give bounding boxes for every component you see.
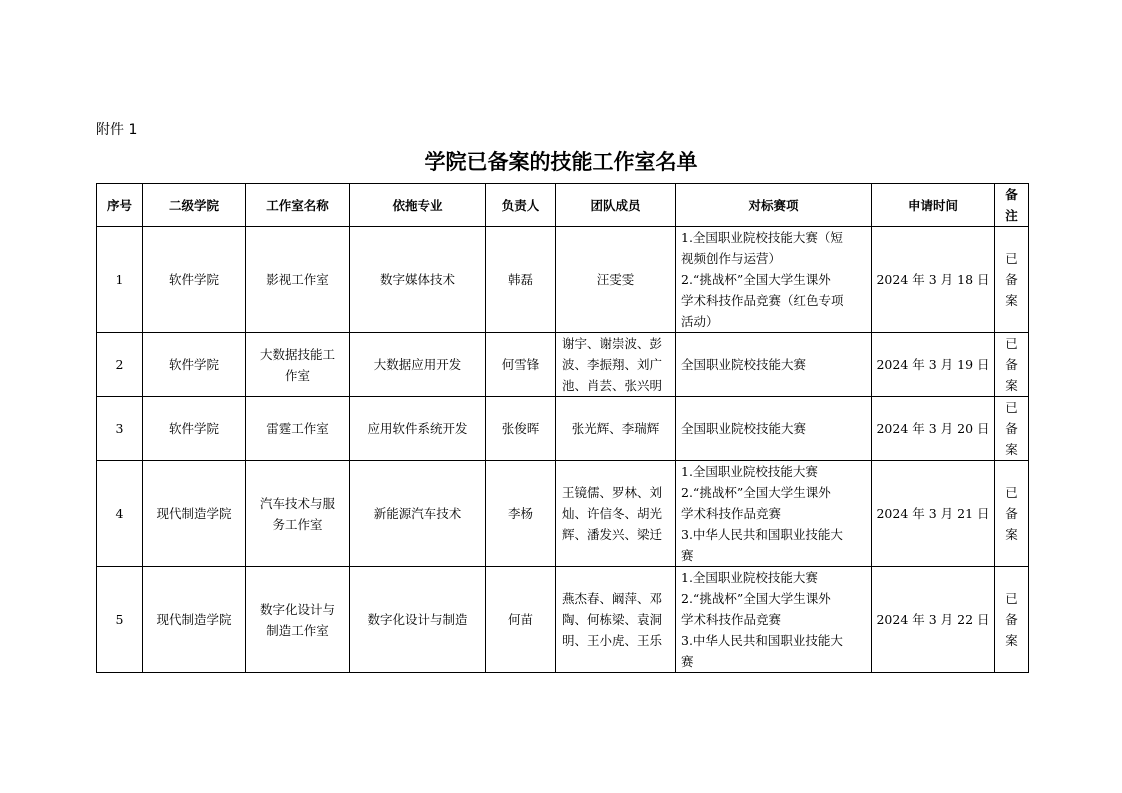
cell-members xyxy=(556,227,676,333)
note-char: 案 xyxy=(1005,378,1018,393)
cell-members xyxy=(556,567,676,673)
note-char: 备 xyxy=(1005,506,1018,521)
header-leader: 负责人 xyxy=(486,184,556,227)
document-title: 学院已备案的技能工作室名单 xyxy=(424,150,698,174)
competition-line: 2.“挑战杯”全国大学生课外 xyxy=(681,272,831,287)
studio-line: 制造工作室 xyxy=(266,622,329,638)
cell-members xyxy=(556,461,676,567)
cell-leader: 何雪锋 xyxy=(486,333,556,397)
cell-date: 2024 年 3 月 21 日 xyxy=(872,461,995,567)
cell-members xyxy=(556,333,676,397)
competition-line: 学术科技作品竞赛 xyxy=(681,612,782,627)
note-char: 已 xyxy=(1005,591,1018,606)
table-header-row xyxy=(97,184,1029,227)
competition-line: 学术科技作品竞赛 xyxy=(681,506,782,521)
members-line: 汪雯雯 xyxy=(596,272,635,287)
cell-note xyxy=(995,227,1029,333)
competition-line: 1.全国职业院校技能大赛 xyxy=(681,464,818,479)
cell-major: 数字媒体技术 xyxy=(350,227,486,333)
header-major: 依拖专业 xyxy=(350,184,486,227)
note-char: 已 xyxy=(1005,400,1018,415)
note-char: 案 xyxy=(1005,442,1018,457)
note-char: 备 xyxy=(1005,272,1018,287)
header-competition: 对标赛项 xyxy=(676,184,872,227)
studio-line: 数字化设计与 xyxy=(259,601,335,617)
cell-studio xyxy=(246,567,350,673)
cell-competition xyxy=(676,333,872,397)
cell-index: 2 xyxy=(97,333,143,397)
note-char: 已 xyxy=(1005,251,1018,266)
cell-major: 大数据应用开发 xyxy=(350,333,486,397)
table-row xyxy=(97,567,1029,673)
cell-date: 2024 年 3 月 22 日 xyxy=(872,567,995,673)
studio-roster-table xyxy=(96,183,1029,673)
cell-major: 新能源汽车技术 xyxy=(350,461,486,567)
note-char: 案 xyxy=(1005,527,1018,542)
cell-college: 现代制造学院 xyxy=(143,461,246,567)
members-line: 波、李振翔、刘广 xyxy=(562,357,663,372)
members-line: 谢宇、谢崇波、彭 xyxy=(562,336,663,351)
cell-major: 数字化设计与制造 xyxy=(350,567,486,673)
cell-competition xyxy=(676,227,872,333)
note-char: 备 xyxy=(1005,421,1018,436)
cell-index: 5 xyxy=(97,567,143,673)
studio-line: 雷霆工作室 xyxy=(266,421,329,436)
competition-line: 视频创作与运营） xyxy=(681,251,782,266)
header-note-char: 注 xyxy=(1005,208,1018,223)
competition-line: 1.全国职业院校技能大赛（短 xyxy=(681,230,843,245)
table-row xyxy=(97,227,1029,333)
members-line: 明、王小虎、王乐 xyxy=(562,633,663,648)
cell-college: 软件学院 xyxy=(143,227,246,333)
cell-competition xyxy=(676,397,872,461)
competition-line: 全国职业院校技能大赛 xyxy=(681,421,807,436)
note-char: 已 xyxy=(1005,336,1018,351)
cell-leader: 张俊晖 xyxy=(486,397,556,461)
note-char: 备 xyxy=(1005,612,1018,627)
studio-line: 大数据技能工 xyxy=(259,346,335,362)
members-line: 燕杰春、阚萍、邓 xyxy=(562,591,663,606)
table-row xyxy=(97,397,1029,461)
cell-date: 2024 年 3 月 18 日 xyxy=(872,227,995,333)
cell-note xyxy=(995,567,1029,673)
header-note xyxy=(995,184,1029,227)
cell-studio xyxy=(246,227,350,333)
cell-note xyxy=(995,333,1029,397)
cell-studio xyxy=(246,397,350,461)
cell-college: 软件学院 xyxy=(143,397,246,461)
cell-note xyxy=(995,461,1029,567)
cell-competition xyxy=(676,461,872,567)
cell-competition xyxy=(676,567,872,673)
note-char: 已 xyxy=(1005,485,1018,500)
header-note-char: 备 xyxy=(1005,187,1018,202)
members-line: 池、肖芸、张兴明 xyxy=(562,378,663,393)
cell-index: 3 xyxy=(97,397,143,461)
cell-members xyxy=(556,397,676,461)
cell-leader: 韩磊 xyxy=(486,227,556,333)
header-college: 二级学院 xyxy=(143,184,246,227)
cell-studio xyxy=(246,333,350,397)
members-line: 张光辉、李瑞辉 xyxy=(571,421,660,436)
note-char: 案 xyxy=(1005,633,1018,648)
cell-leader: 何苗 xyxy=(486,567,556,673)
table-row xyxy=(97,333,1029,397)
studio-line: 汽车技术与服 xyxy=(259,495,335,511)
cell-index: 1 xyxy=(97,227,143,333)
cell-college: 软件学院 xyxy=(143,333,246,397)
cell-date: 2024 年 3 月 20 日 xyxy=(872,397,995,461)
competition-line: 2.“挑战杯”全国大学生课外 xyxy=(681,485,831,500)
competition-line: 3.中华人民共和国职业技能大 xyxy=(681,633,843,648)
table-row xyxy=(97,461,1029,567)
members-line: 灿、许信冬、胡光 xyxy=(562,506,663,521)
studio-line: 影视工作室 xyxy=(266,272,329,287)
studio-line: 务工作室 xyxy=(272,516,323,532)
header-members: 团队成员 xyxy=(556,184,676,227)
members-line: 辉、潘发兴、梁迁 xyxy=(562,527,663,542)
cell-studio xyxy=(246,461,350,567)
competition-line: 学术科技作品竞赛（红色专项 xyxy=(681,293,844,308)
header-index: 序号 xyxy=(97,184,143,227)
competition-line: 全国职业院校技能大赛 xyxy=(681,357,807,372)
members-line: 陶、何栋梁、袁洞 xyxy=(562,612,663,627)
cell-leader: 李杨 xyxy=(486,461,556,567)
competition-line: 2.“挑战杯”全国大学生课外 xyxy=(681,591,831,606)
cell-note xyxy=(995,397,1029,461)
competition-line: 赛 xyxy=(681,548,694,563)
members-line: 王镜儒、罗林、刘 xyxy=(562,485,663,500)
competition-line: 3.中华人民共和国职业技能大 xyxy=(681,527,843,542)
competition-line: 赛 xyxy=(681,654,694,669)
competition-line: 活动） xyxy=(681,314,719,329)
cell-major: 应用软件系统开发 xyxy=(350,397,486,461)
cell-date: 2024 年 3 月 19 日 xyxy=(872,333,995,397)
note-char: 案 xyxy=(1005,293,1018,308)
header-studio: 工作室名称 xyxy=(246,184,350,227)
cell-index: 4 xyxy=(97,461,143,567)
note-char: 备 xyxy=(1005,357,1018,372)
header-date: 申请时间 xyxy=(872,184,995,227)
cell-college: 现代制造学院 xyxy=(143,567,246,673)
studio-line: 作室 xyxy=(284,367,310,383)
competition-line: 1.全国职业院校技能大赛 xyxy=(681,570,818,585)
attachment-label: 附件 1 xyxy=(96,122,138,138)
